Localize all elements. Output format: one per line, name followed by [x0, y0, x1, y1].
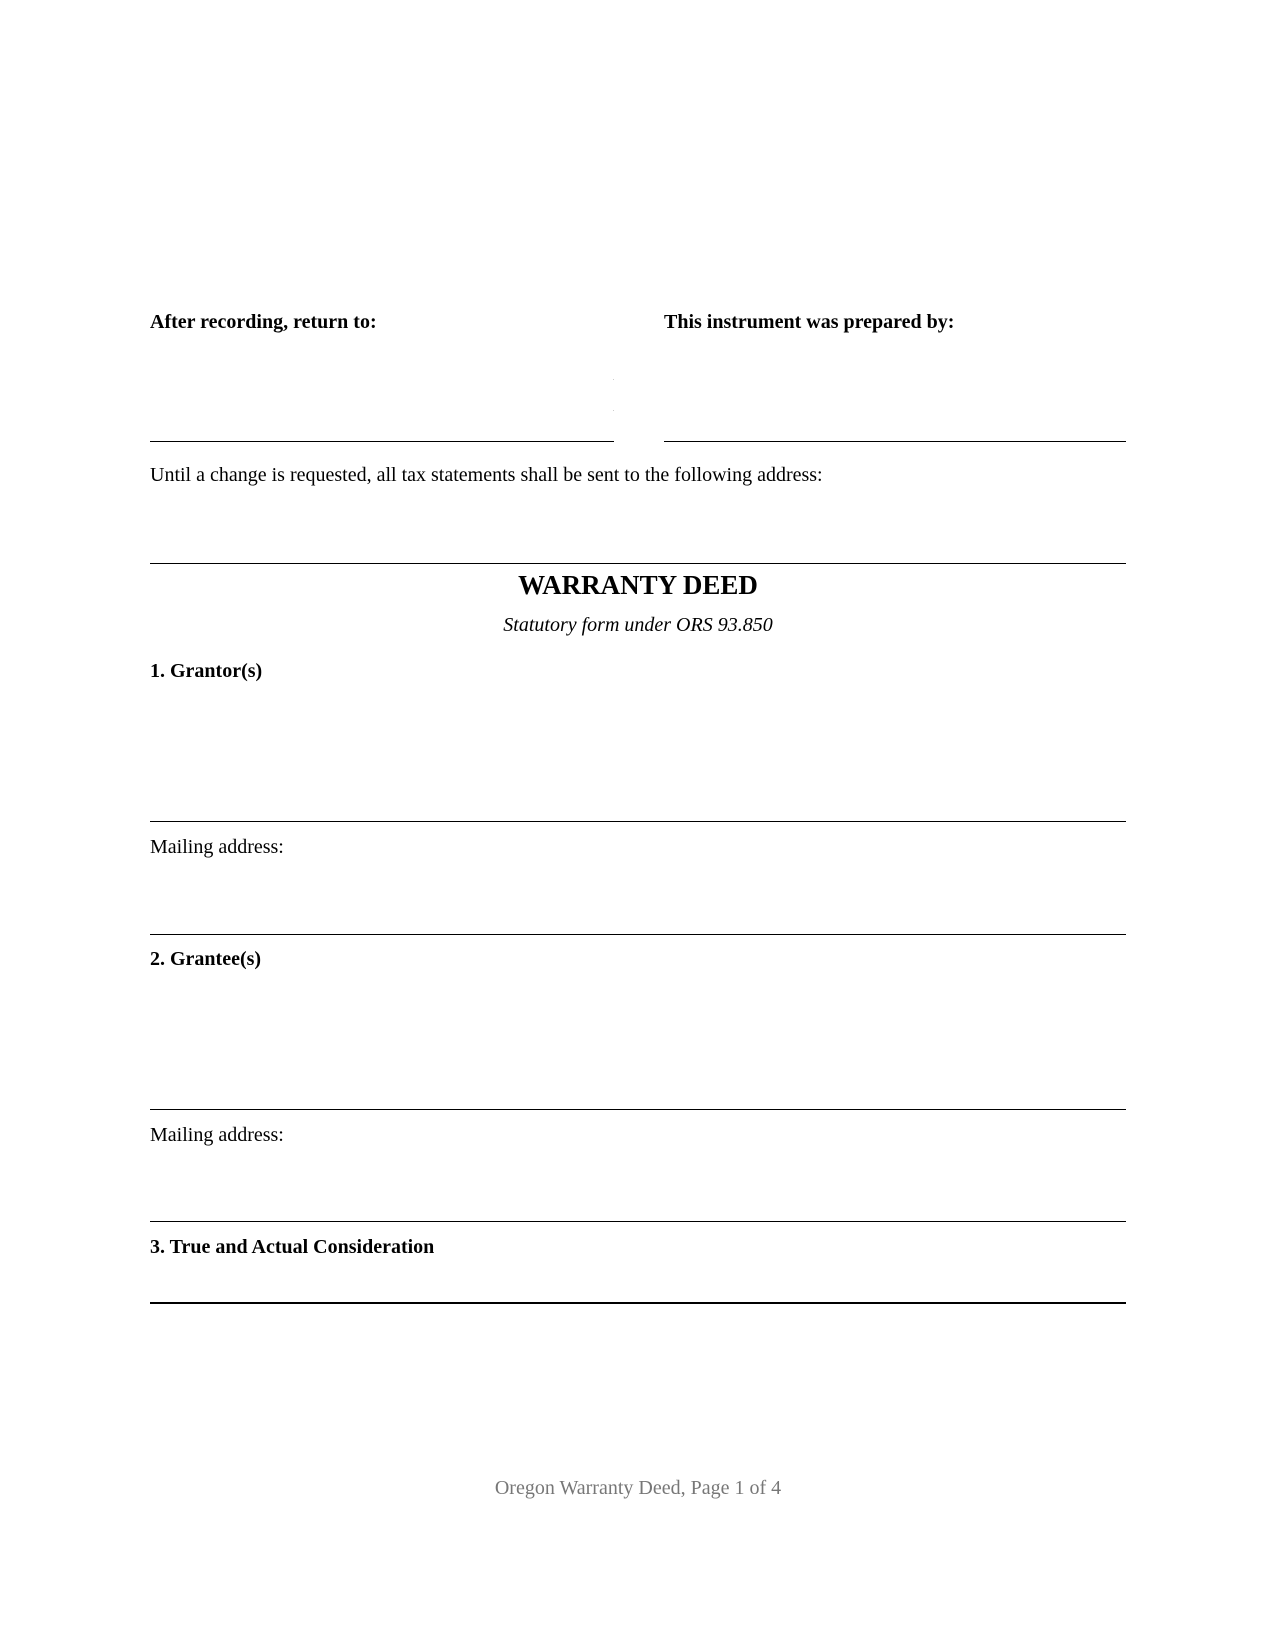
grantee-mailing-label: Mailing address:	[150, 1124, 284, 1146]
faint-mark	[613, 410, 614, 411]
document-title: WARRANTY DEED	[518, 570, 758, 600]
grantor-address-line[interactable]	[150, 934, 1126, 935]
consideration-heading: 3. True and Actual Consideration	[150, 1236, 435, 1258]
prepared-by-line[interactable]	[664, 441, 1126, 442]
return-to-label: After recording, return to:	[150, 311, 377, 333]
grantor-mailing-label: Mailing address:	[150, 836, 284, 858]
grantor-name-line[interactable]	[150, 821, 1126, 822]
consideration-line[interactable]	[150, 1302, 1126, 1304]
grantee-heading: 2. Grantee(s)	[150, 948, 262, 970]
faint-mark	[613, 379, 614, 380]
grantee-address-line[interactable]	[150, 1221, 1126, 1222]
grantee-name-line[interactable]	[150, 1109, 1126, 1110]
tax-address-line[interactable]	[150, 563, 1126, 564]
tax-statement-text: Until a change is requested, all tax statements shall be sent to the following address:	[150, 464, 823, 486]
document-subtitle: Statutory form under ORS 93.850	[503, 614, 773, 636]
return-to-line[interactable]	[150, 441, 614, 442]
prepared-by-label: This instrument was prepared by:	[664, 311, 955, 333]
page-footer: Oregon Warranty Deed, Page 1 of 4	[494, 1477, 782, 1499]
grantor-heading: 1. Grantor(s)	[150, 660, 263, 682]
